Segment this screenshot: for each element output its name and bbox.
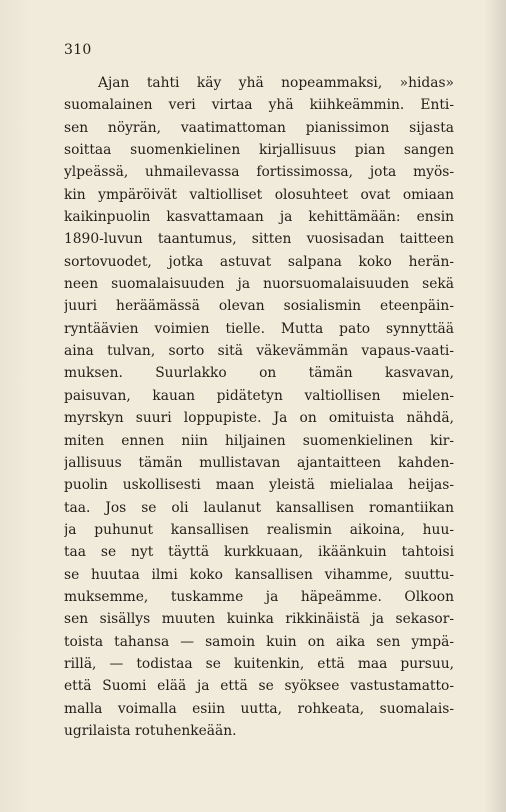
text-line: soittaa suomenkielinen kirjallisuus pian sangen: [64, 142, 454, 159]
text-line: juuri heräämässä olevan sosialismin eteenpäin-: [64, 298, 454, 315]
body-paragraph: [64, 72, 454, 742]
text-line: ryntäävien voimien tielle. Mutta pato synnyttää: [64, 320, 454, 337]
text-line: puolin uskollisesti maan yleistä mielialaa heijas-: [64, 477, 454, 494]
text-line: myrskyn suuri loppupiste. Ja on omituista nähdä,: [64, 410, 454, 427]
text-line: ja puhunut kansallisen realismin aikoina, huu-: [64, 521, 454, 538]
text-line: ugrilaista rotuhenkeään.: [64, 722, 237, 739]
text-line: taa. Jos se oli laulanut kansallisen romantiikan: [64, 499, 454, 516]
text-line: kaikinpuolin kasvattamaan ja kehittämään: ensin: [64, 209, 454, 226]
text-line: ylpeässä, uhmailevassa fortissimossa, jota myös-: [64, 164, 454, 181]
text-line: sortovuodet, jotka astuvat salpana koko herän-: [64, 253, 454, 270]
text-line: toista tahansa — samoin kuin on aika sen ympä-: [64, 633, 454, 650]
text-line: että Suomi elää ja että se syöksee vastustamatto-: [64, 678, 454, 695]
text-line: aina tulvan, sorto sitä väkevämmän vapaus-vaati-: [64, 343, 454, 360]
text-line: rillä, — todistaa se kuitenkin, että maa pursuu,: [64, 655, 454, 672]
text-line: sen nöyrän, vaatimattoman pianissimon sijasta: [64, 119, 454, 136]
text-line: paisuvan, kauan pidätetyn valtiollisen mielen-: [64, 387, 454, 404]
text-line: miten ennen niin hiljainen suomenkielinen kir-: [64, 432, 454, 449]
text-line: se huutaa ilmi koko kansallisen vihamme, suuttu-: [64, 566, 454, 583]
text-line: suomalainen veri virtaa yhä kiihkeämmin. Enti-: [64, 97, 454, 114]
text-line: neen suomalaisuuden ja nuorsuomalaisuuden sekä: [64, 276, 454, 293]
text-line: taa se nyt täyttä kurkkuaan, ikäänkuin tahtoisi: [64, 544, 454, 561]
text-line: muksen. Suurlakko on tämän kasvavan,: [64, 365, 454, 382]
page-number: 310: [64, 42, 92, 58]
text-line: 1890-luvun taantumus, sitten vuosisadan taitteen: [64, 231, 454, 248]
text-line: muksemme, tuskamme ja häpeämme. Olkoon: [64, 588, 454, 605]
text-line: jallisuus tämän mullistavan ajantaitteen kahden-: [64, 454, 454, 471]
text-line: Ajan tahti käy yhä nopeammaksi, »hidas»: [98, 75, 454, 91]
text-line: kin ympäröivät valtiolliset olosuhteet ovat omiaan: [64, 186, 454, 203]
text-line: malla voimalla esiin uutta, rohkeata, suomalais-: [64, 700, 454, 717]
text-line: sen sisällys muuten kuinka rikkinäistä ja sekasor-: [64, 611, 454, 628]
